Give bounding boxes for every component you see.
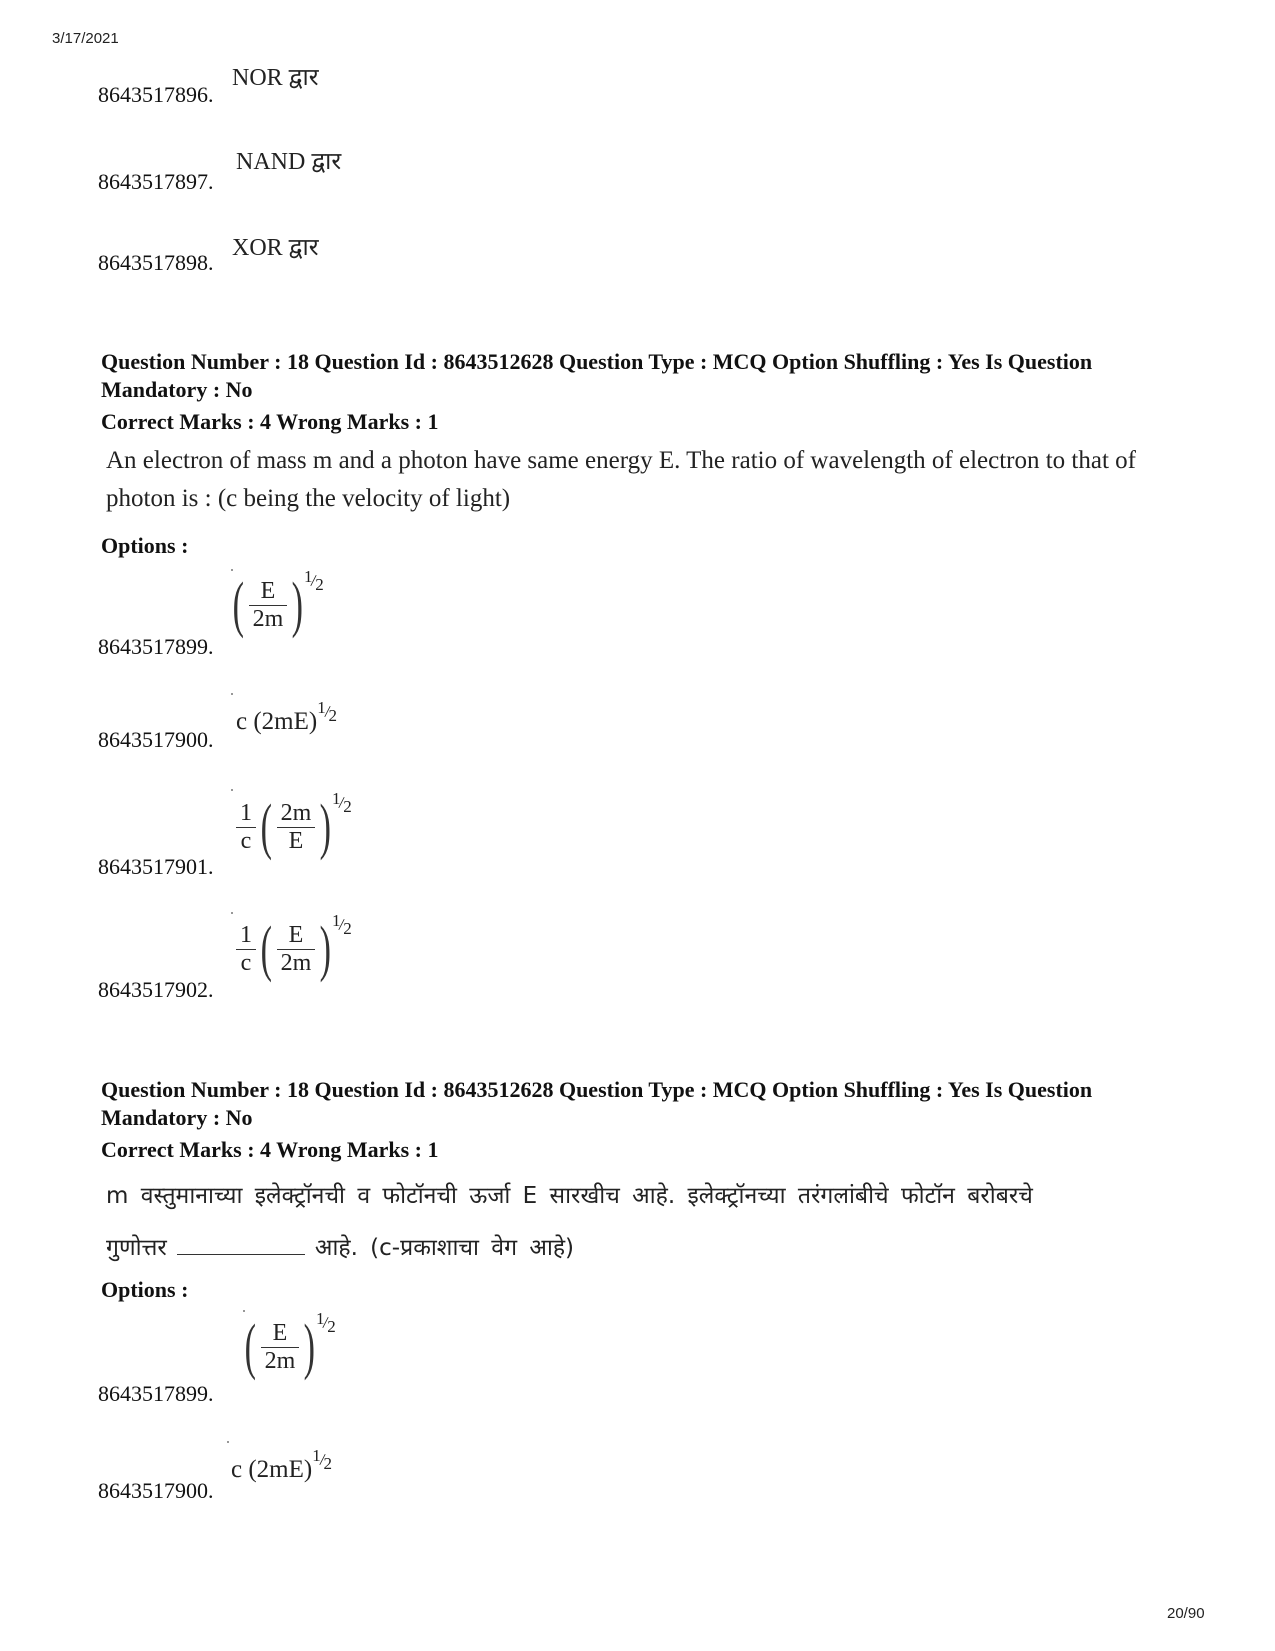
formula-c-2mE-pow-half: [236, 698, 337, 736]
exponent-half: 1 / 2: [312, 1446, 332, 1473]
formula-e-over-2m-pow-half: [228, 567, 324, 639]
close-paren: ): [291, 571, 304, 639]
question-text-line-1: m वस्तुमानाच्या इलेक्ट्रॉनची व फोटॉनची ऊर्जा E सारखीच आहे. इलेक्ट्रॉनच्या तरंगलांबीचे फोटॉन बरोबरचे: [106, 1183, 1033, 1209]
numerator: E: [260, 577, 276, 604]
option-id: 8643517896.: [98, 82, 214, 107]
scan-dot: [231, 789, 233, 791]
option-id: 8643517900.: [98, 1478, 214, 1503]
question-text: [106, 1170, 1206, 1274]
fraction: $\frac{E}{2m}$: [261, 1320, 300, 1375]
option-id: 8643517899.: [98, 634, 214, 659]
print-date: 3/17/2021: [52, 30, 119, 47]
formula-base: c (2mE): [231, 1456, 313, 1483]
option-text: NAND द्वार: [236, 149, 342, 175]
close-paren: ): [319, 793, 332, 861]
option-text: XOR द्वार: [232, 235, 319, 261]
fraction-one-over-c: $\frac{1}{c}$: [236, 922, 256, 977]
option-id: 8643517898.: [98, 250, 214, 275]
formula-base: c (2mE): [236, 708, 318, 735]
option-id: 8643517897.: [98, 169, 214, 194]
exponent-half: 1 / 2: [331, 911, 352, 938]
option-id: 8643517901.: [98, 854, 214, 879]
formula-c-2mE-pow-half: [231, 1446, 332, 1484]
option-id: 8643517899.: [98, 1381, 214, 1406]
exponent-half: 1 / 2: [303, 567, 324, 594]
close-paren: ): [303, 1313, 316, 1381]
close-paren: ): [319, 915, 332, 983]
scan-dot: [243, 1310, 245, 1312]
scan-dot: [231, 912, 233, 914]
scan-dot: [231, 693, 233, 695]
option-id: 8643517902.: [98, 977, 214, 1002]
open-paren: (: [260, 793, 273, 861]
scan-dot: [227, 1441, 229, 1443]
formula-inv-c-2m-over-e-pow-half: [236, 789, 352, 861]
question-meta: Question Number : 18 Question Id : 8643512628 Question Type : MCQ Option Shuffling : Yes Is Question Mandatory : No: [101, 1077, 1093, 1130]
open-paren: (: [260, 915, 273, 983]
answer-blank: [177, 1250, 305, 1255]
exponent-half: 1 / 2: [315, 1309, 336, 1336]
fraction: [249, 578, 288, 633]
question-marks: Correct Marks : 4 Wrong Marks : 1: [101, 1137, 439, 1162]
options-label: Options :: [101, 1277, 189, 1302]
fraction: $\frac{E}{2m}$: [277, 922, 316, 977]
question-text-line-2: गुणोत्तर आहे. (c-प्रकाशाचा वेग आहे): [106, 1235, 575, 1261]
exponent-half: 1 / 2: [317, 698, 337, 725]
denominator: 2m: [252, 605, 284, 632]
option-id: 8643517900.: [98, 727, 214, 752]
open-paren: (: [232, 571, 245, 639]
question-text: An electron of mass m and a photon have same energy E. The ratio of wavelength of electron to that of photon is : (c being the velocity of light): [106, 447, 1136, 512]
question-marks: Correct Marks : 4 Wrong Marks : 1: [101, 409, 439, 434]
open-paren: (: [244, 1313, 257, 1381]
formula-inv-c-e-over-2m-pow-half: [236, 911, 352, 983]
page-number: 20/90: [1167, 1605, 1205, 1622]
fraction: $\frac{2m}{E}$: [277, 800, 316, 855]
exponent-half: 1 / 2: [331, 789, 352, 816]
options-label: Options :: [101, 533, 189, 558]
formula-e-over-2m-pow-half: [240, 1309, 336, 1381]
fraction-one-over-c: $\frac{1}{c}$: [236, 800, 256, 855]
question-meta: Question Number : 18 Question Id : 8643512628 Question Type : MCQ Option Shuffling : Yes Is Question Mandatory : No: [101, 349, 1093, 402]
option-text: NOR द्वार: [232, 65, 319, 91]
